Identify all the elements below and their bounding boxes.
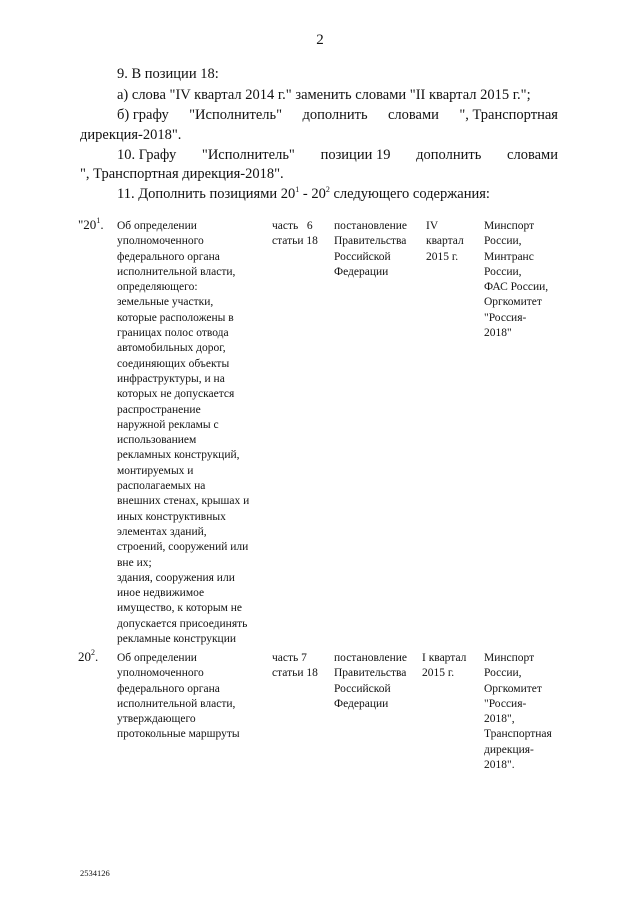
subject-line: исполнительной власти, [117,697,236,710]
marker-text: . [95,649,99,664]
subject-line: монтируемых и [117,464,194,477]
item11-line [117,186,490,203]
executor-line: России, [484,667,522,680]
marker-text: "20 [78,217,97,232]
subject-line: которые расположены в [117,311,234,324]
subject-line: располагаемых на [117,480,206,493]
subject-line: вне их; [117,556,152,569]
item11-text: 11. Дополнить позициями 20 [117,186,296,202]
article-line: статьи 18 [272,667,318,680]
executor-line: 2018", [484,713,515,726]
row1-executor [484,219,564,341]
subject-line: протокольные маршруты [117,728,240,741]
article-line: статьи 18 [272,235,318,248]
subject-line: строений, сооружений или [117,541,249,554]
executor-line: "Россия- [484,311,527,324]
item11-text: следующего содержания: [329,186,490,202]
subject-line: иное недвижимое [117,587,205,600]
subject-line: исполнительной власти, [117,265,236,278]
subject-line: земельные участки, [117,296,214,309]
subject-line: соединяющих объекты [117,357,230,370]
subject-line: использованием [117,434,197,447]
subject-line: утверждающего [117,713,196,726]
executor-line: Минспорт [484,652,535,664]
row2-act [334,651,420,712]
executor-line: 2018" [484,327,512,340]
act-line: Российской [334,682,391,695]
executor-line: 2018". [484,759,515,772]
subject-line: распространение [117,403,201,416]
subject-line: здания, сооружения или [117,571,235,584]
superscript: 1 [295,185,300,194]
act-line: Российской [334,250,391,263]
subject-line: инфраструктуры, и на [117,372,225,385]
item9-a: а) слова "IV квартал 2014 г." заменить словами "II квартал 2015 г."; [117,87,531,103]
executor-line: России, [484,265,522,278]
item9-heading: 9. В позиции 18: [117,66,219,82]
act-line: Федерации [334,265,389,278]
deadline-line: квартал [426,235,464,248]
row-marker [78,217,104,233]
item10-line [117,147,558,164]
word: дополнить [416,147,482,163]
deadline-line: 2015 г. [426,250,459,263]
marker-text: . [100,217,104,232]
item9-b-continuation: дирекция-2018". [80,127,182,143]
executor-line: Минтранс [484,250,534,263]
act-line: постановление [334,652,408,664]
deadline-line: IV [426,220,439,232]
word: "Исполнитель" [189,107,283,123]
row-marker [78,649,98,665]
executor-line: Транспортная [484,728,552,741]
word: ", Транспортная [459,107,558,123]
executor-line: "Россия- [484,697,527,710]
subject-line: наружной рекламы с [117,418,219,431]
subject-line: внешних стенах, крышах и [117,495,250,508]
act-line: Правительства [334,235,407,248]
superscript: 2 [325,185,330,194]
footer-code: 2534126 [80,868,110,878]
word: словами [387,107,439,123]
word: 10. Графу [117,147,177,163]
subject-line: границах полос отвода [117,327,229,340]
row2-deadline [422,651,478,682]
executor-line: России, [484,235,522,248]
word: "Исполнитель" [201,147,295,163]
article-line: часть 7 [272,652,307,664]
subject-line: определяющего: [117,281,198,294]
item9-b-line [117,107,558,124]
word: позиции 19 [320,147,391,163]
row1-act [334,219,420,280]
article-line: часть 6 [272,220,313,232]
item11-text: - 20 [299,186,326,202]
superscript: 1 [96,216,101,225]
subject-line: федерального органа [117,682,220,695]
word: словами [507,147,558,163]
act-line: Федерации [334,697,389,710]
row1-article [272,219,324,250]
word: дополнить [302,107,368,123]
deadline-line: 2015 г. [422,667,455,680]
subject-line: имущество, к которым не [117,602,242,615]
subject-line: иных конструктивных [117,510,226,523]
subject-line: элементах зданий, [117,525,207,538]
act-line: Правительства [334,667,407,680]
subject-line: автомобильных дорог, [117,342,226,355]
subject-line: уполномоченного [117,235,204,248]
subject-line: допускается присоединять [117,617,248,630]
subject-line: которых не допускается [117,388,235,401]
page-number: 2 [316,32,324,48]
row1-subject [117,219,265,647]
executor-line: Минспорт [484,220,535,232]
superscript: 2 [91,648,95,657]
executor-line: дирекция- [484,743,534,756]
row2-article [272,651,324,682]
subject-line: рекламные конструкции [117,633,236,646]
executor-line: ФАС России, [484,281,549,294]
subject-line: федерального органа [117,250,220,263]
executor-line: Оргкомитет [484,682,542,695]
subject-line: рекламных конструкций, [117,449,240,462]
word: б) графу [117,107,169,123]
row1-deadline [426,219,474,265]
executor-line: Оргкомитет [484,296,542,309]
subject-line: Об определении [117,220,197,232]
item10-continuation: ", Транспортная дирекция-2018". [80,166,284,182]
row2-executor [484,651,564,773]
row2-subject [117,651,265,743]
subject-line: Об определении [117,652,197,664]
act-line: постановление [334,220,408,232]
marker-text: 20 [78,649,91,664]
subject-line: уполномоченного [117,667,204,680]
deadline-line: I квартал [422,652,467,664]
